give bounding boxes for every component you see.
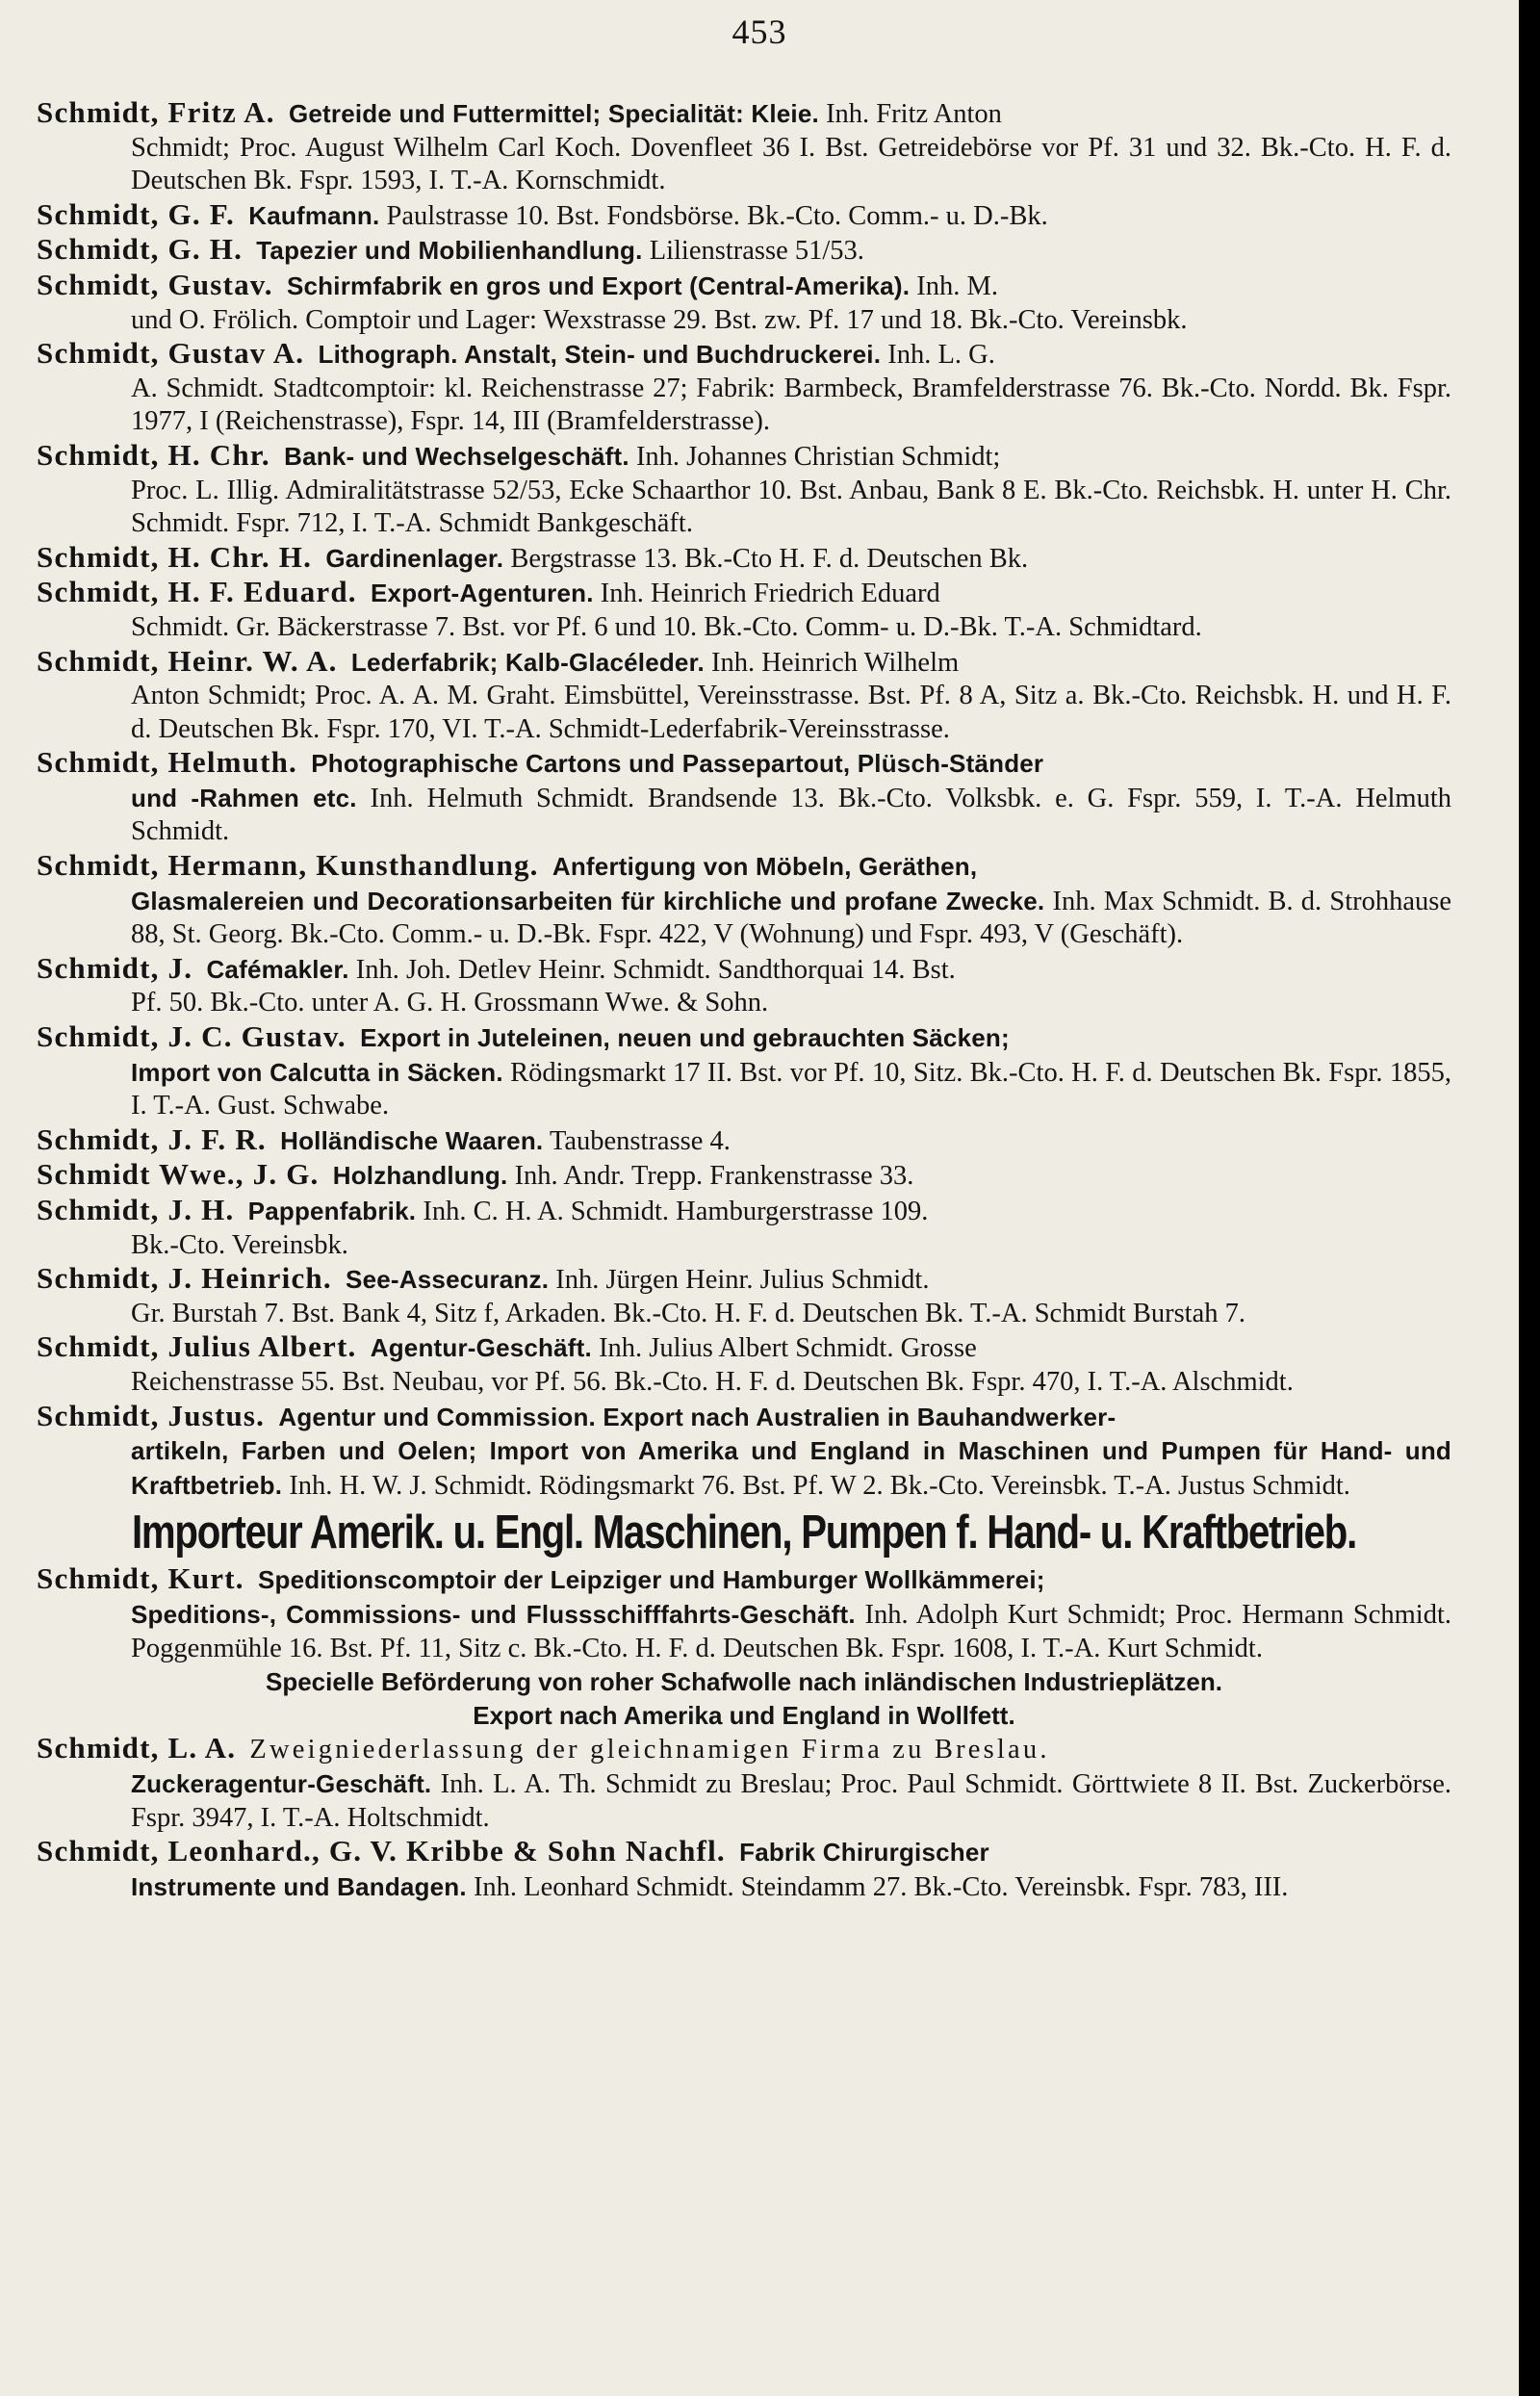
entry-details: Bergstrasse 13. Bk.-Cto H. F. d. Deutschen Bk.: [510, 543, 1029, 574]
entry-continuation: Rödingsmarkt 17 II. Bst. vor Pf. 10, Sitz. Bk.-Cto. H. F. d. Deutschen Bk. Fspr. 1855, I. T.-A. Gust. Schwabe.: [131, 1057, 1451, 1121]
entry-continuation: Inh. L. A. Th. Schmidt zu Breslau; Proc. Paul Schmidt. Görttwiete 8 II. Bst. Zuckerbörse. Fspr. 3947, I. T.-A. Holtschmidt.: [131, 1768, 1452, 1833]
entry-name: Schmidt, Gustav A.: [37, 336, 305, 371]
entry-trade: Schirmfabrik en gros und Export (Central-Amerika).: [286, 271, 911, 300]
entry-name: Schmidt, J. Heinrich.: [37, 1261, 332, 1296]
entry-name: Schmidt, Helmuth.: [37, 745, 298, 780]
entry-details: Taubenstrasse 4.: [549, 1125, 731, 1156]
entry-trade-continuation: und -Rahmen etc.: [131, 783, 357, 812]
entry-schmidt-justus: [37, 1400, 1451, 1504]
entry-schmidt-g-h: [37, 233, 1451, 269]
entry-trade: Export in Juteleinen, neuen und gebrauchten Säcken;: [360, 1023, 1010, 1053]
entry-schmidt-wwe-j-g: [37, 1158, 1451, 1194]
page-number: 453: [732, 13, 787, 51]
entry-name: Schmidt, L. A.: [37, 1731, 237, 1765]
entry-name: Schmidt, G. H.: [37, 232, 244, 267]
entry-details: Paulstrasse 10. Bst. Fondsbörse. Bk.-Cto. Comm.- u. D.-Bk.: [386, 200, 1048, 231]
entry-trade-continuation: artikeln, Farben und Oelen; Import von Amerika und England in Maschinen und Pumpen für Hand- und Kraftbetrieb.: [131, 1436, 1451, 1500]
entry-continuation: Inh. Leonhard Schmidt. Steindamm 27. Bk.-Cto. Vereinsbk. Fspr. 783, III.: [473, 1871, 1289, 1902]
entry-schmidt-kurt: [37, 1562, 1451, 1665]
entry-schmidt-h-chr: [37, 439, 1451, 541]
entry-details: Inh. C. H. A. Schmidt. Hamburgerstrasse 109.: [423, 1197, 929, 1226]
entry-name: Schmidt, Kurt.: [37, 1561, 244, 1596]
entry-trade: Gardinenlager.: [325, 543, 504, 573]
entry-details: Inh. M.: [916, 271, 998, 301]
entry-details: Inh. Johannes Christian Schmidt;: [635, 441, 1001, 472]
entry-continuation: Gr. Burstah 7. Bst. Bank 4, Sitz f, Arkaden. Bk.-Cto. H. F. d. Deutschen Bk. T.-A. Schmidt Burstah 7.: [131, 1298, 1245, 1328]
entry-trade-continuation: Import von Calcutta in Säcken.: [131, 1057, 503, 1087]
entry-trade: Tapezier und Mobilienhandlung.: [256, 236, 643, 266]
entry-trade-continuation: Speditions-, Commissions- und Flussschifffahrts-Geschäft.: [131, 1599, 856, 1629]
entry-details: Lilienstrasse 51/53.: [649, 236, 864, 267]
entry-details: Inh. Heinrich Friedrich Eduard: [600, 579, 940, 609]
entry-schmidt-j-f-r: [37, 1123, 1451, 1159]
entry-schmidt-gustav-a: [37, 337, 1451, 439]
entry-trade: Getreide und Futtermittel; Specialität: Kleie.: [288, 99, 819, 128]
entry-details: Inh. Andr. Trepp. Frankenstrasse 33.: [514, 1161, 914, 1192]
entry-trade: Speditionscomptoir der Leipziger und Hamburger Wollkämmerei;: [257, 1565, 1045, 1595]
entry-continuation: Pf. 50. Bk.-Cto. unter A. G. H. Grossmann Wwe. & Sohn.: [131, 988, 769, 1018]
entry-schmidt-heinr-w-a: [37, 645, 1451, 747]
entry-name: Schmidt, H. F. Eduard.: [37, 575, 357, 609]
entry-continuation: Inh. Adolph Kurt Schmidt; Proc. Hermann Schmidt. Poggenmühle 16. Bst. Pf. 11, Sitz c. Bk.-Cto. H. F. d. Deutschen Bk. Fspr. 1608, I. T.-A. Kurt Schmidt.: [131, 1599, 1452, 1663]
entry-name: Schmidt, H. Chr.: [37, 437, 270, 472]
entry-details: Inh. Julius Albert Schmidt. Grosse: [599, 1333, 977, 1364]
entry-name: Schmidt, H. Chr. H.: [37, 539, 313, 574]
entry-details: Inh. Fritz Anton: [826, 99, 1002, 129]
advertisement-banner: Importeur Amerik. u. Engl. Maschinen, Pumpen f. Hand- u. Kraftbetrieb.: [132, 1507, 1356, 1559]
entry-trade-continuation: Zuckeragentur-Geschäft.: [131, 1768, 432, 1798]
entry-schmidt-h-f-eduard: [37, 576, 1451, 644]
entry-name: Schmidt, J.: [37, 950, 193, 985]
entry-schmidt-julius-albert: [37, 1330, 1451, 1399]
entry-schmidt-j: [37, 952, 1451, 1020]
entry-name: Schmidt, Heinr. W. A.: [37, 643, 338, 678]
entry-schmidt-j-heinrich: [37, 1262, 1451, 1330]
entry-name: Schmidt, J. H.: [37, 1193, 235, 1226]
entry-continuation: Reichenstrasse 55. Bst. Neubau, vor Pf. 56. Bk.-Cto. H. F. d. Deutschen Bk. Fspr. 470, I. T.-A. Alschmidt.: [131, 1366, 1294, 1397]
entry-trade: Lithograph. Anstalt, Stein- und Buchdruckerei.: [318, 340, 882, 370]
entry-trade: Fabrik Chirurgischer: [739, 1838, 989, 1868]
kurt-note-line-1: Specielle Beförderung von roher Schafwolle nach inländischen Industrieplätzen.: [266, 1667, 1222, 1697]
entry-schmidt-hermann: [37, 849, 1451, 952]
entry-trade: Export-Agenturen.: [371, 579, 594, 608]
entry-schmidt-gustav: [37, 269, 1451, 337]
entry-continuation: Schmidt; Proc. August Wilhelm Carl Koch. Dovenfleet 36 I. Bst. Getreidebörse vor Pf. 31 und 32. Bk.-Cto. H. F. d. Deutschen Bk. Fspr. 1593, I. T.-A. Kornschmidt.: [131, 132, 1451, 196]
entry-trade: Holländische Waaren.: [280, 1125, 544, 1155]
entry-name: Schmidt, G. F.: [37, 196, 235, 231]
entry-name: Schmidt, Leonhard., G. V. Kribbe & Sohn Nachfl.: [37, 1834, 726, 1868]
entry-name: Schmidt, Justus.: [37, 1398, 266, 1432]
entry-name: Schmidt, J. C. Gustav.: [37, 1019, 346, 1054]
entry-continuation: A. Schmidt. Stadtcomptoir: kl. Reichenstrasse 27; Fabrik: Barmbeck, Bramfelderstrasse 76. Bk.-Cto. Nordd. Bk. Fspr. 1977, I (Reichenstrasse), Fspr. 14, III (Bramfelderstrasse).: [131, 373, 1451, 437]
entry-trade: Cafémakler.: [206, 954, 349, 984]
entry-schmidt-leonhard: [37, 1835, 1451, 1904]
entry-trade: Agentur-Geschäft.: [370, 1333, 592, 1363]
entry-continuation: Inh. Max Schmidt. B. d. Strohhause 88, St. Georg. Bk.-Cto. Comm.- u. D.-Bk. Fspr. 422, V (Wohnung) und Fspr. 493, V (Geschäft).: [131, 886, 1451, 950]
entry-continuation: Schmidt. Gr. Bäckerstrasse 7. Bst. vor Pf. 6 und 10. Bk.-Cto. Comm- u. D.-Bk. T.-A. Schmidtard.: [131, 611, 1202, 642]
entry-details: Inh. L. G.: [887, 340, 995, 371]
entry-trade: Bank- und Wechselgeschäft.: [284, 441, 629, 471]
entry-schmidt-j-h: [37, 1194, 1451, 1262]
entry-name: Schmidt, Julius Albert.: [37, 1329, 357, 1364]
entry-trade: Holzhandlung.: [332, 1161, 508, 1191]
entry-details-spaced: Zweigniederlassung der gleichnamigen Firma zu Breslau.: [249, 1735, 1050, 1765]
entry-trade: Lederfabrik; Kalb-Glacéleder.: [350, 647, 705, 677]
entry-schmidt-g-f: [37, 198, 1451, 234]
entry-trade: See-Assecuranz.: [346, 1265, 550, 1295]
entry-trade: Photographische Cartons und Passepartout, Plüsch-Ständer: [311, 749, 1044, 779]
entry-name: Schmidt Wwe., J. G.: [37, 1157, 320, 1192]
entry-name: Schmidt, J. F. R.: [37, 1121, 267, 1156]
entry-name: Schmidt, Hermann, Kunsthandlung.: [37, 848, 539, 883]
entry-details: Inh. Joh. Detlev Heinr. Schmidt. Sandthorquai 14. Bst.: [355, 954, 956, 985]
entry-continuation: Anton Schmidt; Proc. A. A. M. Graht. Eimsbüttel, Vereinsstrasse. Bst. Pf. 8 A, Sitz a. Bk.-Cto. Reichsbk. H. und H. F. d. Deutschen Bk. Fspr. 170, VI. T.-A. Schmidt-Lederfabrik-Vereinsstrasse.: [131, 681, 1451, 744]
kurt-note-line-2: Export nach Amerika und England in Wollfett.: [473, 1700, 1015, 1730]
entry-name: Schmidt, Gustav.: [37, 267, 273, 301]
entry-continuation: und O. Frölich. Comptoir und Lager: Wexstrasse 29. Bst. zw. Pf. 17 und 18. Bk.-Cto. Vereinsbk.: [131, 304, 1188, 335]
entry-details: Inh. Heinrich Wilhelm: [711, 647, 960, 678]
entry-details: Inh. Jürgen Heinr. Julius Schmidt.: [555, 1265, 930, 1296]
entry-trade: Anfertigung von Möbeln, Geräthen,: [552, 852, 978, 882]
entry-schmidt-j-c-gustav: [37, 1020, 1451, 1123]
entry-schmidt-l-a: [37, 1732, 1451, 1835]
entry-schmidt-h-chr-h: [37, 541, 1451, 577]
entry-continuation: Proc. L. Illig. Admiralitätstrasse 52/53, Ecke Schaarthor 10. Bst. Anbau, Bank 8 E. Bk.-Cto. Reichsbk. H. unter H. Chr. Schmidt. Fspr. 712, I. T.-A. Schmidt Bankgeschäft.: [131, 475, 1451, 539]
entry-continuation: Bk.-Cto. Vereinsbk.: [131, 1229, 348, 1260]
entry-trade-continuation: Instrumente und Bandagen.: [131, 1871, 467, 1901]
entry-trade-continuation: Glasmalereien und Decorationsarbeiten für kirchliche und profane Zwecke.: [131, 886, 1045, 915]
entry-trade: Agentur und Commission. Export nach Australien in Bauhandwerker-: [278, 1402, 1116, 1431]
entry-continuation: Inh. Helmuth Schmidt. Brandsende 13. Bk.-Cto. Volksbk. e. G. Fspr. 559, I. T.-A. Helmuth Schmidt.: [131, 783, 1451, 847]
entry-schmidt-helmuth: [37, 746, 1451, 849]
entry-trade: Pappenfabrik.: [247, 1197, 417, 1225]
entry-list: [37, 96, 1451, 1904]
entry-trade: Kaufmann.: [248, 200, 380, 230]
entry-name: Schmidt, Fritz A.: [37, 95, 275, 129]
entry-continuation: Inh. H. W. J. Schmidt. Rödingsmarkt 76. Bst. Pf. W 2. Bk.-Cto. Vereinsbk. T.-A. Justus Schmidt.: [289, 1470, 1350, 1501]
entry-schmidt-fritz-a: [37, 96, 1451, 198]
